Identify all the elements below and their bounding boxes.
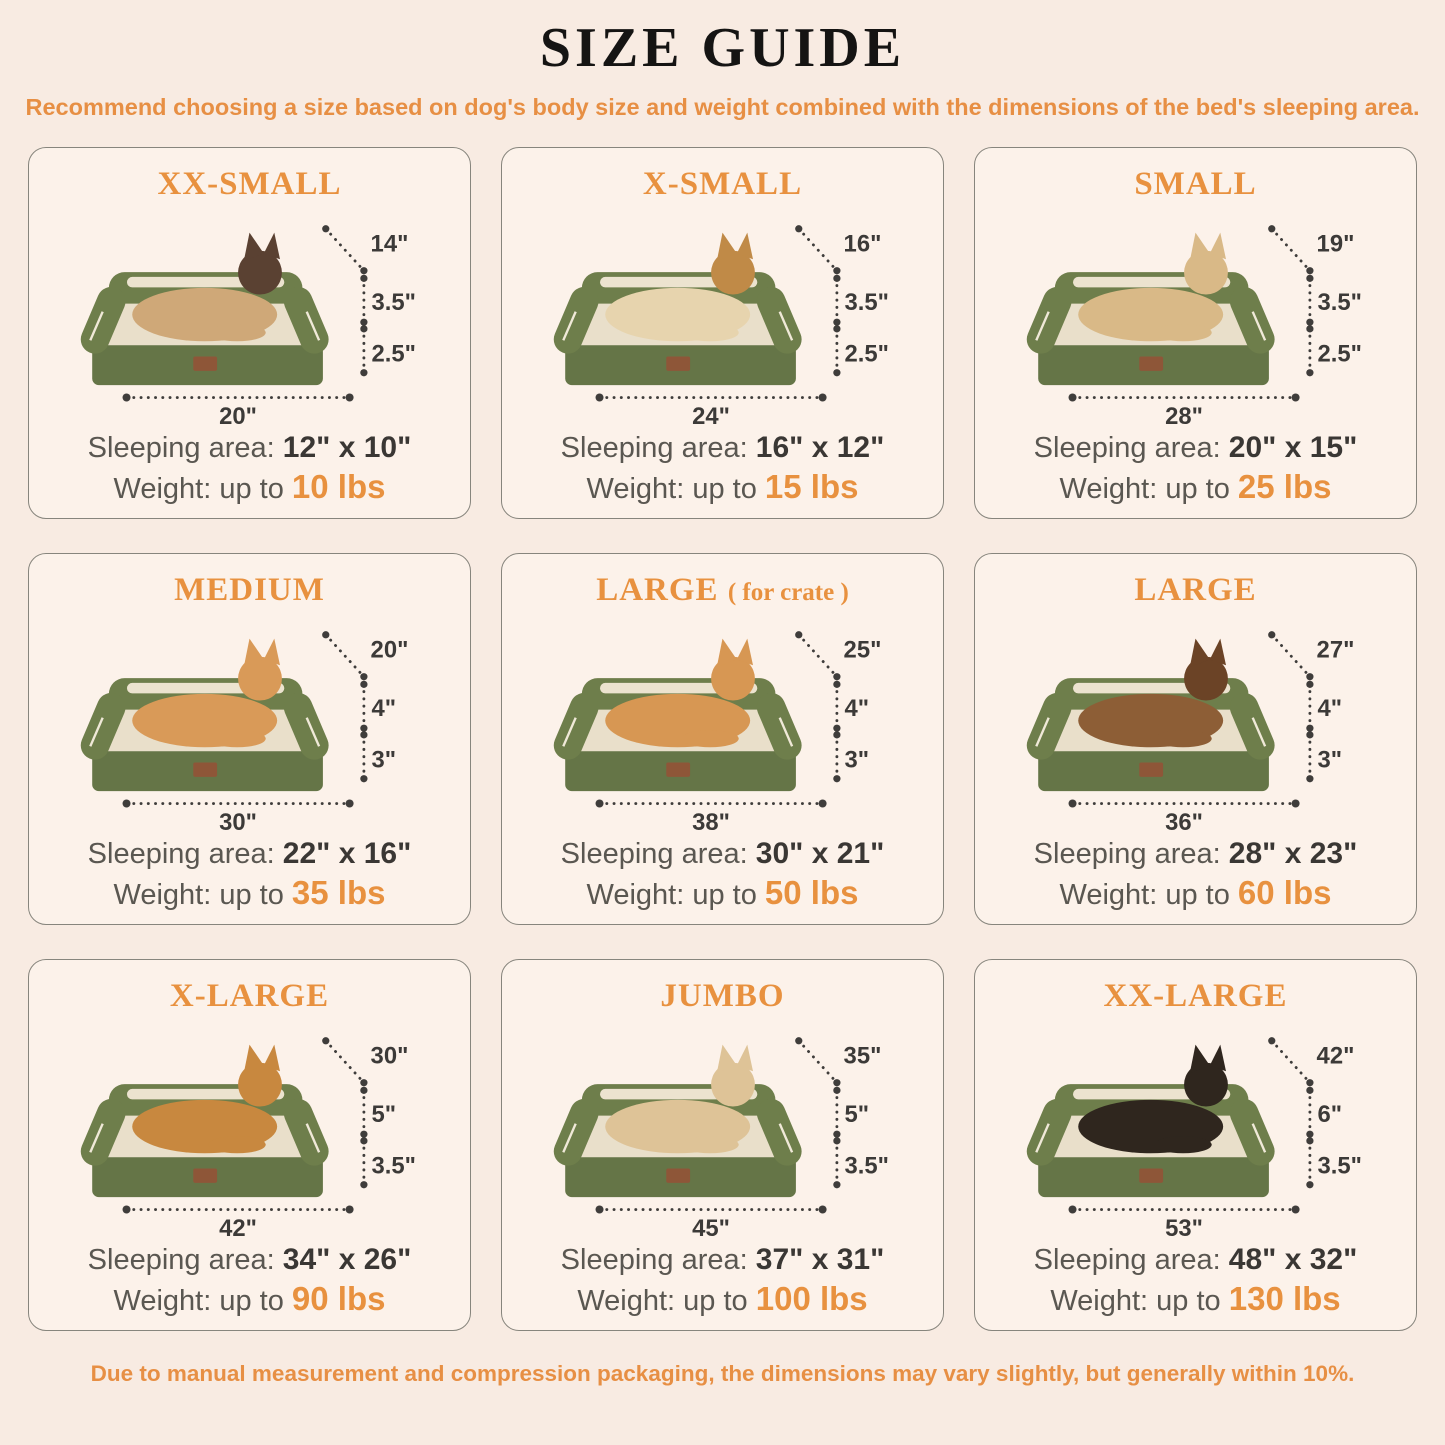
brand-tag [1139, 357, 1163, 371]
dim-diagonal-line [799, 1041, 837, 1083]
weight-value: 25 lbs [1237, 467, 1332, 505]
size-card [974, 959, 1417, 1331]
weight-line [577, 1279, 867, 1319]
dim-diagonal-line [326, 1041, 364, 1083]
bed-illustration [562, 233, 796, 386]
sleeping-area-value: 22" x 16" [282, 837, 412, 871]
dim-base-height-label: 3.5" [371, 1152, 416, 1180]
bed-arm-left [95, 302, 111, 340]
sleeping-area-label: Sleeping area: [1033, 1244, 1221, 1277]
dim-diagonal-line [326, 635, 364, 677]
dim-base-height-label: 3" [371, 746, 397, 774]
dim-diagonal-label: 25" [843, 636, 882, 664]
dim-base-height-label: 3" [1317, 746, 1343, 774]
sleeping-area-line [1034, 836, 1358, 873]
bed-arm-left [95, 708, 111, 746]
sleeping-area-line [561, 430, 885, 467]
size-card [974, 147, 1417, 519]
bed-arm-left [1041, 708, 1057, 746]
size-name: MEDIUM [174, 572, 325, 608]
sleeping-area-value: 48" x 32" [1228, 1243, 1358, 1277]
weight-label: Weight: up to [586, 878, 757, 911]
size-card-title [643, 166, 802, 202]
sleeping-area-line [1034, 1242, 1358, 1279]
weight-line [587, 873, 859, 913]
dim-width-label: 38" [692, 809, 730, 837]
weight-value: 60 lbs [1237, 873, 1332, 911]
weight-line [114, 467, 386, 507]
bed-arm-right [1244, 302, 1260, 340]
dim-width-label: 30" [219, 809, 257, 837]
pet-paw [682, 324, 739, 341]
size-name: LARGE [1134, 572, 1257, 608]
dim-bolster-height-label: 3.5" [1317, 289, 1362, 317]
dim-bolster-height-label: 4" [844, 695, 870, 723]
weight-value: 15 lbs [764, 467, 859, 505]
pet-paw [209, 1136, 266, 1153]
brand-tag [193, 763, 217, 777]
size-name: SMALL [1134, 166, 1257, 202]
sleeping-area-value: 34" x 26" [282, 1243, 412, 1277]
bed-arm-right [298, 302, 314, 340]
dim-bolster-height-label: 5" [844, 1101, 870, 1129]
bed-arm-right [1244, 1114, 1260, 1152]
dim-width-label: 53" [1165, 1215, 1203, 1243]
dim-diagonal-label: 20" [370, 636, 409, 664]
dim-base-height-label: 2.5" [1317, 340, 1362, 368]
dim-bolster-height-label: 4" [371, 695, 397, 723]
bed-figure [981, 202, 1410, 430]
dim-diagonal-line [1272, 229, 1310, 271]
bed-arm-right [771, 708, 787, 746]
dim-bolster-height-label: 6" [1317, 1101, 1343, 1129]
sleeping-area-line [88, 836, 412, 873]
bed-illustration [1035, 1045, 1269, 1198]
sleeping-area-value: 20" x 15" [1228, 431, 1358, 465]
size-card [501, 553, 944, 925]
brand-tag [666, 1169, 690, 1183]
dim-base-height-label: 3.5" [844, 1152, 889, 1180]
bed-illustration [1035, 639, 1269, 792]
bed-figure [981, 608, 1410, 836]
sleeping-area-line [561, 836, 885, 873]
dim-bolster-height-label: 5" [371, 1101, 397, 1129]
size-card [974, 553, 1417, 925]
dim-base-height-label: 3" [844, 746, 870, 774]
dim-diagonal-label: 16" [843, 230, 882, 258]
size-name: LARGE [596, 572, 719, 608]
dim-width-label: 45" [692, 1215, 730, 1243]
weight-label: Weight: up to [577, 1284, 748, 1317]
weight-label: Weight: up to [1059, 472, 1230, 505]
size-grid [28, 147, 1417, 1331]
bed-figure [35, 608, 464, 836]
sleeping-area-line [561, 1242, 885, 1279]
bed-arm-left [568, 708, 584, 746]
page-title: SIZE GUIDE [539, 17, 906, 79]
dim-diagonal-label: 35" [843, 1042, 882, 1070]
bed-arm-right [771, 1114, 787, 1152]
weight-line [1060, 467, 1332, 507]
dim-width-label: 24" [692, 403, 730, 431]
weight-line [114, 1279, 386, 1319]
size-card [28, 553, 471, 925]
size-card-title [1134, 166, 1256, 202]
sleeping-area-label: Sleeping area: [560, 1244, 748, 1277]
bed-arm-left [1041, 302, 1057, 340]
bed-figure [981, 1014, 1410, 1242]
size-suffix: ( for crate ) [727, 579, 849, 606]
brand-tag [666, 357, 690, 371]
sleeping-area-value: 30" x 21" [755, 837, 885, 871]
dim-diagonal-line [799, 229, 837, 271]
size-card-title [1103, 978, 1287, 1014]
pet-paw [1155, 730, 1212, 747]
sleeping-area-label: Sleeping area: [560, 838, 748, 871]
weight-label: Weight: up to [586, 472, 757, 505]
weight-line [1060, 873, 1332, 913]
dim-width-label: 28" [1165, 403, 1203, 431]
sleeping-area-value: 28" x 23" [1228, 837, 1358, 871]
weight-label: Weight: up to [113, 1284, 284, 1317]
sleeping-area-line [88, 1242, 412, 1279]
sleeping-area-label: Sleeping area: [87, 432, 275, 465]
size-name: X-LARGE [169, 978, 330, 1014]
bed-arm-left [568, 1114, 584, 1152]
bed-arm-left [95, 1114, 111, 1152]
brand-tag [1139, 1169, 1163, 1183]
dim-bolster-height-label: 4" [1317, 695, 1343, 723]
size-card-title [157, 166, 341, 202]
sleeping-area-value: 16" x 12" [755, 431, 885, 465]
bed-illustration [89, 233, 323, 386]
weight-value: 90 lbs [291, 1279, 386, 1317]
size-card [28, 147, 471, 519]
size-name: XX-SMALL [157, 166, 342, 202]
bed-illustration [89, 1045, 323, 1198]
dim-diagonal-line [799, 635, 837, 677]
bed-arm-left [568, 302, 584, 340]
dim-diagonal-label: 14" [370, 230, 409, 258]
sleeping-area-line [1034, 430, 1358, 467]
pet-paw [1155, 1136, 1212, 1153]
weight-label: Weight: up to [113, 878, 284, 911]
brand-tag [1139, 763, 1163, 777]
size-card [501, 147, 944, 519]
sleeping-area-label: Sleeping area: [1033, 432, 1221, 465]
dim-diagonal-label: 30" [370, 1042, 409, 1070]
size-card-title [174, 572, 325, 608]
dim-diagonal-line [1272, 635, 1310, 677]
weight-value: 35 lbs [291, 873, 386, 911]
sleeping-area-value: 37" x 31" [755, 1243, 885, 1277]
weight-label: Weight: up to [113, 472, 284, 505]
bed-arm-left [1041, 1114, 1057, 1152]
pet-paw [682, 730, 739, 747]
dim-bolster-height-label: 3.5" [371, 289, 416, 317]
weight-line [114, 873, 386, 913]
dim-base-height-label: 2.5" [844, 340, 889, 368]
size-card-title [1134, 572, 1256, 608]
pet-paw [682, 1136, 739, 1153]
bed-arm-right [298, 1114, 314, 1152]
size-name: XX-LARGE [1103, 978, 1288, 1014]
size-card [501, 959, 944, 1331]
dim-diagonal-label: 42" [1316, 1042, 1355, 1070]
dim-base-height-label: 3.5" [1317, 1152, 1362, 1180]
pet-paw [209, 730, 266, 747]
weight-value: 130 lbs [1228, 1279, 1341, 1317]
dim-base-height-label: 2.5" [371, 340, 416, 368]
sleeping-area-line [88, 430, 412, 467]
dim-width-label: 36" [1165, 809, 1203, 837]
size-card-title [596, 572, 849, 608]
bed-illustration [1035, 233, 1269, 386]
brand-tag [666, 763, 690, 777]
sleeping-area-value: 12" x 10" [282, 431, 412, 465]
bed-figure [508, 1014, 937, 1242]
weight-label: Weight: up to [1059, 878, 1230, 911]
bed-illustration [562, 639, 796, 792]
brand-tag [193, 357, 217, 371]
weight-value: 100 lbs [755, 1279, 868, 1317]
size-card-title [660, 978, 784, 1014]
dim-width-label: 20" [219, 403, 257, 431]
weight-value: 10 lbs [291, 467, 386, 505]
dim-diagonal-line [326, 229, 364, 271]
sleeping-area-label: Sleeping area: [1033, 838, 1221, 871]
dim-diagonal-label: 27" [1316, 636, 1355, 664]
bed-figure [35, 1014, 464, 1242]
bed-figure [35, 202, 464, 430]
dim-bolster-height-label: 3.5" [844, 289, 889, 317]
size-name: X-SMALL [642, 166, 803, 202]
bed-figure [508, 608, 937, 836]
page-footnote: Due to manual measurement and compression packaging, the dimensions may vary slightly, but generally within 10%. [90, 1361, 1355, 1386]
brand-tag [193, 1169, 217, 1183]
size-card-title [170, 978, 329, 1014]
dim-width-label: 42" [219, 1215, 257, 1243]
weight-line [1050, 1279, 1340, 1319]
pet-paw [1155, 324, 1212, 341]
size-card [28, 959, 471, 1331]
bed-arm-right [1244, 708, 1260, 746]
weight-value: 50 lbs [764, 873, 859, 911]
bed-arm-right [298, 708, 314, 746]
dim-diagonal-label: 19" [1316, 230, 1355, 258]
weight-line [587, 467, 859, 507]
bed-figure [508, 202, 937, 430]
sleeping-area-label: Sleeping area: [560, 432, 748, 465]
bed-illustration [562, 1045, 796, 1198]
dim-diagonal-line [1272, 1041, 1310, 1083]
bed-arm-right [771, 302, 787, 340]
sleeping-area-label: Sleeping area: [87, 1244, 275, 1277]
page-subtitle: Recommend choosing a size based on dog's body size and weight combined with the dimensions of the bed's sleeping area. [25, 94, 1420, 120]
sleeping-area-label: Sleeping area: [87, 838, 275, 871]
weight-label: Weight: up to [1050, 1284, 1221, 1317]
bed-illustration [89, 639, 323, 792]
size-name: JUMBO [660, 978, 785, 1014]
pet-paw [209, 324, 266, 341]
